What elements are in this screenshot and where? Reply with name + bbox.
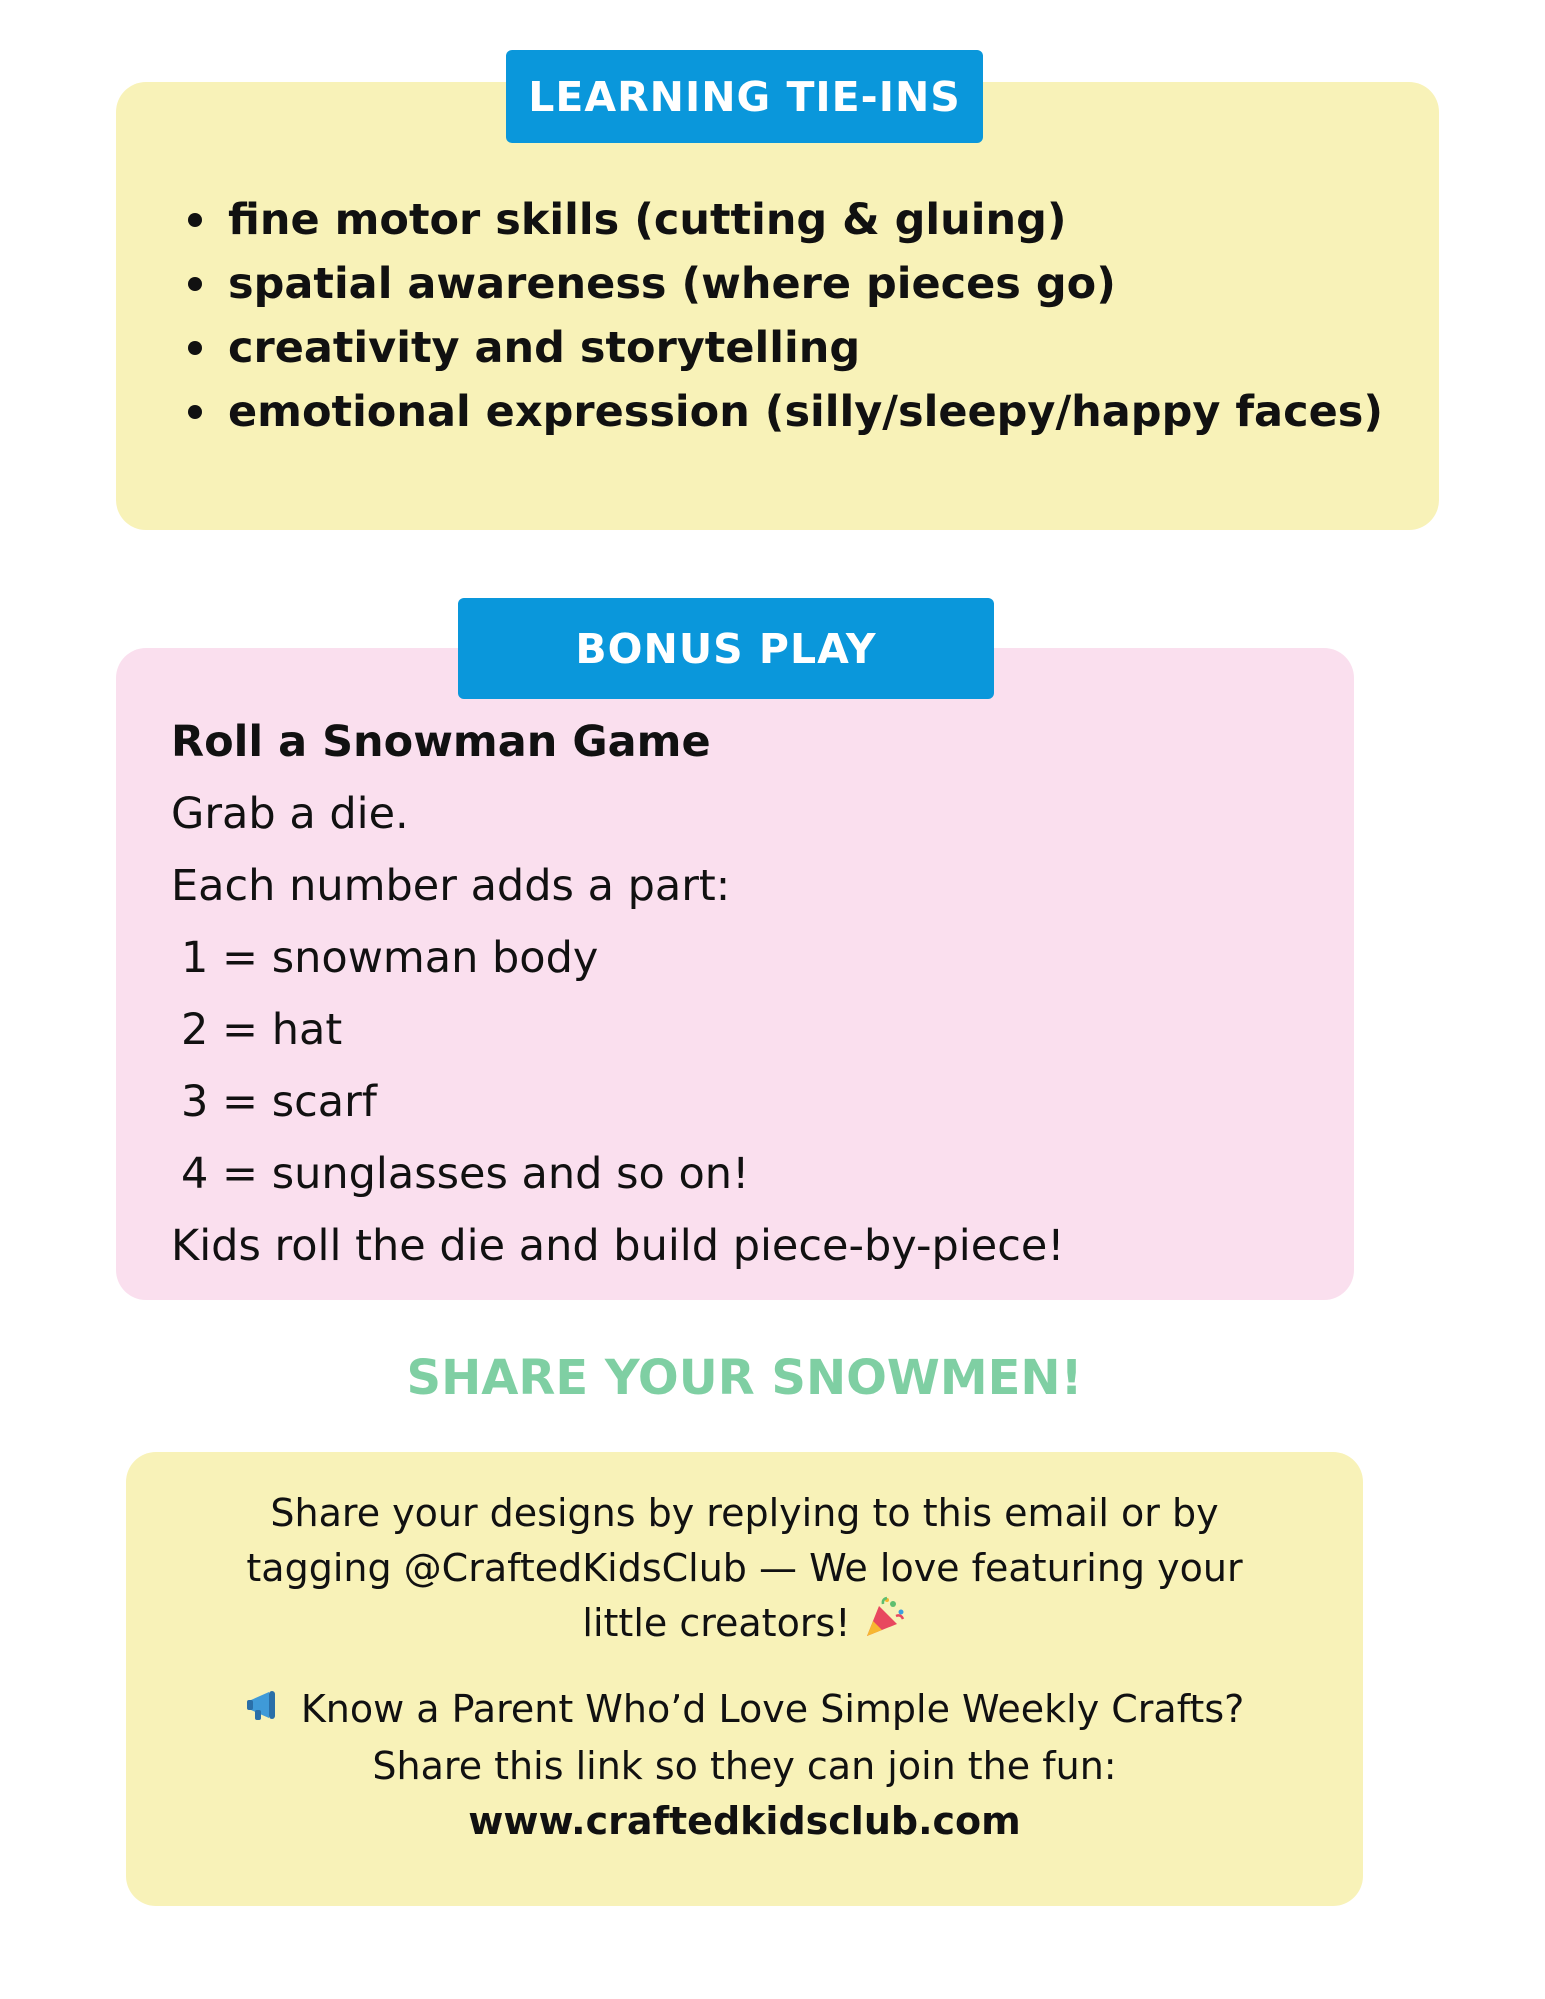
learning-tie-ins-heading: LEARNING TIE-INS [506, 50, 983, 143]
share-text-line: Know a Parent Who’d Love Simple Weekly Crafts? [300, 1687, 1245, 1731]
list-item [184, 188, 1383, 252]
list-item-text: fine motor skills (cutting & gluing) [228, 195, 1067, 245]
bullet-icon [188, 277, 202, 291]
party-popper-icon [863, 1596, 907, 1655]
bonus-line: Kids roll the die and build piece-by-piece! [171, 1221, 1065, 1271]
share-text-line: little creators! [582, 1601, 851, 1645]
bonus-play-content [171, 706, 1065, 1282]
bullet-icon [188, 213, 202, 227]
share-heading: SHARE YOUR SNOWMEN! [406, 1350, 1083, 1406]
list-item [184, 380, 1383, 444]
share-text-line: Share this link so they can join the fun: [372, 1744, 1117, 1788]
share-referral-paragraph [126, 1682, 1363, 1849]
share-text-line: Share your designs by replying to this email or by [270, 1491, 1219, 1535]
bonus-line: 3 = scarf [181, 1077, 377, 1127]
list-item-text: emotional expression (silly/sleepy/happy faces) [228, 387, 1383, 437]
game-title: Roll a Snowman Game [171, 717, 711, 767]
bonus-line: 1 = snowman body [181, 933, 599, 983]
share-text-line-with-icon [126, 1596, 1363, 1655]
list-item-text: spatial awareness (where pieces go) [228, 259, 1116, 309]
list-item-text: creativity and storytelling [228, 323, 861, 373]
list-item [184, 252, 1383, 316]
bullet-icon [188, 405, 202, 419]
share-text-line: tagging @CraftedKidsClub — We love featuring your [246, 1546, 1243, 1590]
megaphone-icon [245, 1684, 289, 1739]
list-item [184, 316, 1383, 380]
website-link[interactable]: www.craftedkidsclub.com [468, 1799, 1021, 1843]
bonus-line: Grab a die. [171, 789, 409, 839]
bonus-line: 4 = sunglasses and so on! [181, 1149, 750, 1199]
bonus-line: 2 = hat [181, 1005, 343, 1055]
bullet-icon [188, 341, 202, 355]
bonus-line: Each number adds a part: [171, 861, 731, 911]
bonus-play-heading: BONUS PLAY [458, 598, 994, 699]
share-text-line-with-icon [126, 1682, 1363, 1739]
learning-tie-ins-list [184, 188, 1383, 444]
share-paragraph [126, 1486, 1363, 1655]
